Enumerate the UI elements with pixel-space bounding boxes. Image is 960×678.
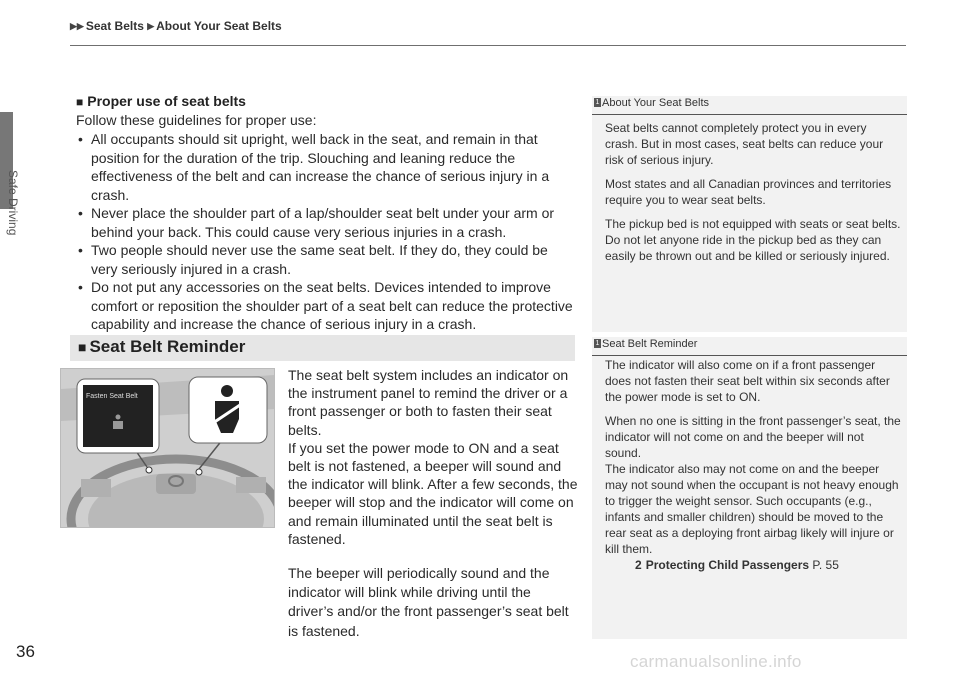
note-marker-icon: 1: [595, 99, 600, 106]
reminder-text: [288, 366, 578, 641]
paragraph: The indicator will also come on if a front passenger does not fasten their seat belt within six seconds after the power mode is set to ON.: [605, 358, 890, 404]
reference-arrow-icon: 2: [635, 558, 642, 572]
dashboard-illustration: [60, 368, 275, 528]
list-item: • Two people should never use the same seat belt. If they do, they could be very seriously injured in a crash.: [76, 241, 576, 278]
breadcrumb: [70, 19, 282, 33]
sidebar-note: [592, 337, 907, 639]
guideline-list: [76, 130, 576, 334]
list-item: • Never place the shoulder part of a lap/shoulder seat belt under your arm or behind your back. This could cause very serious injuries in a crash.: [76, 204, 576, 241]
paragraph: If you set the power mode to ON and a seat belt is not fastened, a beeper will sound and the indicator will blink. After a few seconds, the beeper will stop and the indicator will come on and remain illuminated until the seat belt is fastened.: [288, 439, 578, 547]
note-body: [605, 357, 901, 573]
watermark: carmanualsonline.info: [630, 652, 802, 671]
side-tab-label: Safe Driving: [6, 170, 20, 236]
xref-title: Protecting Child Passengers: [645, 558, 810, 572]
intro-text: Follow these guidelines for proper use:: [76, 112, 317, 128]
triangle-icon: ▶: [147, 21, 155, 31]
header-rule: [70, 45, 906, 46]
square-bullet-icon: ■: [78, 339, 87, 355]
paragraph: The seat belt system includes an indicator on the instrument panel to remind the driver or a front passenger or both to fasten their seat belts.: [288, 367, 569, 438]
note-header: [592, 337, 907, 356]
paragraph: The beeper will periodically sound and the indicator will blink while driving until the driver’s and/or the front passenger’s seat belt is fastened.: [288, 565, 569, 639]
indicator-label: Fasten Seat Belt: [86, 393, 138, 400]
sidebar-note: [592, 96, 907, 332]
square-bullet-icon: ■: [76, 95, 84, 109]
breadcrumb-item[interactable]: Seat Belts: [85, 19, 144, 33]
list-item: • All occupants should sit upright, well back in the seat, and remain in that position for the duration of the trip. Slouching and leaning reduce the effectiveness of the belt and can increase the chance of serious injury in a crash.: [76, 130, 576, 204]
paragraph: Seat belts cannot completely protect you in every crash. But in most cases, seat belts can reduce your risk of serious injury.: [605, 121, 884, 167]
side-tab: [0, 118, 28, 238]
paragraph: Most states and all Canadian provinces and territories require you to wear seat belts.: [605, 177, 892, 207]
list-item: • Do not put any accessories on the seat belts. Devices intended to improve comfort or reposition the shoulder part of a seat belt can reduce the protective capability and increase the chance of serious injury in a crash.: [76, 278, 576, 334]
paragraph: The pickup bed is not equipped with seats or seat belts. Do not let anyone ride in the pickup bed as they can easily be thrown out and be killed or seriously injured.: [605, 217, 901, 263]
paragraph: When no one is sitting in the front passenger’s seat, the indicator will not come on and the beeper will not sound. The indicator also may not come on and the beeper may not sound when the occupant is not heavy enough to trigger the weight sensor. Such occupants (e.g., infants and smaller children) should be moved to the rear seat as a deploying front airbag likely will injure or kill them.: [605, 414, 901, 556]
page-number: 36: [16, 642, 35, 661]
triangle-icon: ▶▶: [70, 21, 84, 31]
section-bar: [70, 335, 575, 361]
note-marker-icon: 1: [595, 340, 600, 347]
cross-reference-link[interactable]: [635, 557, 901, 573]
section-heading: [76, 93, 246, 109]
note-body: [605, 120, 901, 272]
note-title: Seat Belt Reminder: [602, 338, 698, 350]
section-title: Seat Belt Reminder: [89, 337, 246, 356]
xref-page: P. 55: [812, 558, 839, 572]
note-title: About Your Seat Belts: [602, 97, 710, 109]
note-header: [592, 96, 907, 115]
section-heading-text: Proper use of seat belts: [87, 93, 246, 109]
breadcrumb-item[interactable]: About Your Seat Belts: [156, 19, 282, 33]
